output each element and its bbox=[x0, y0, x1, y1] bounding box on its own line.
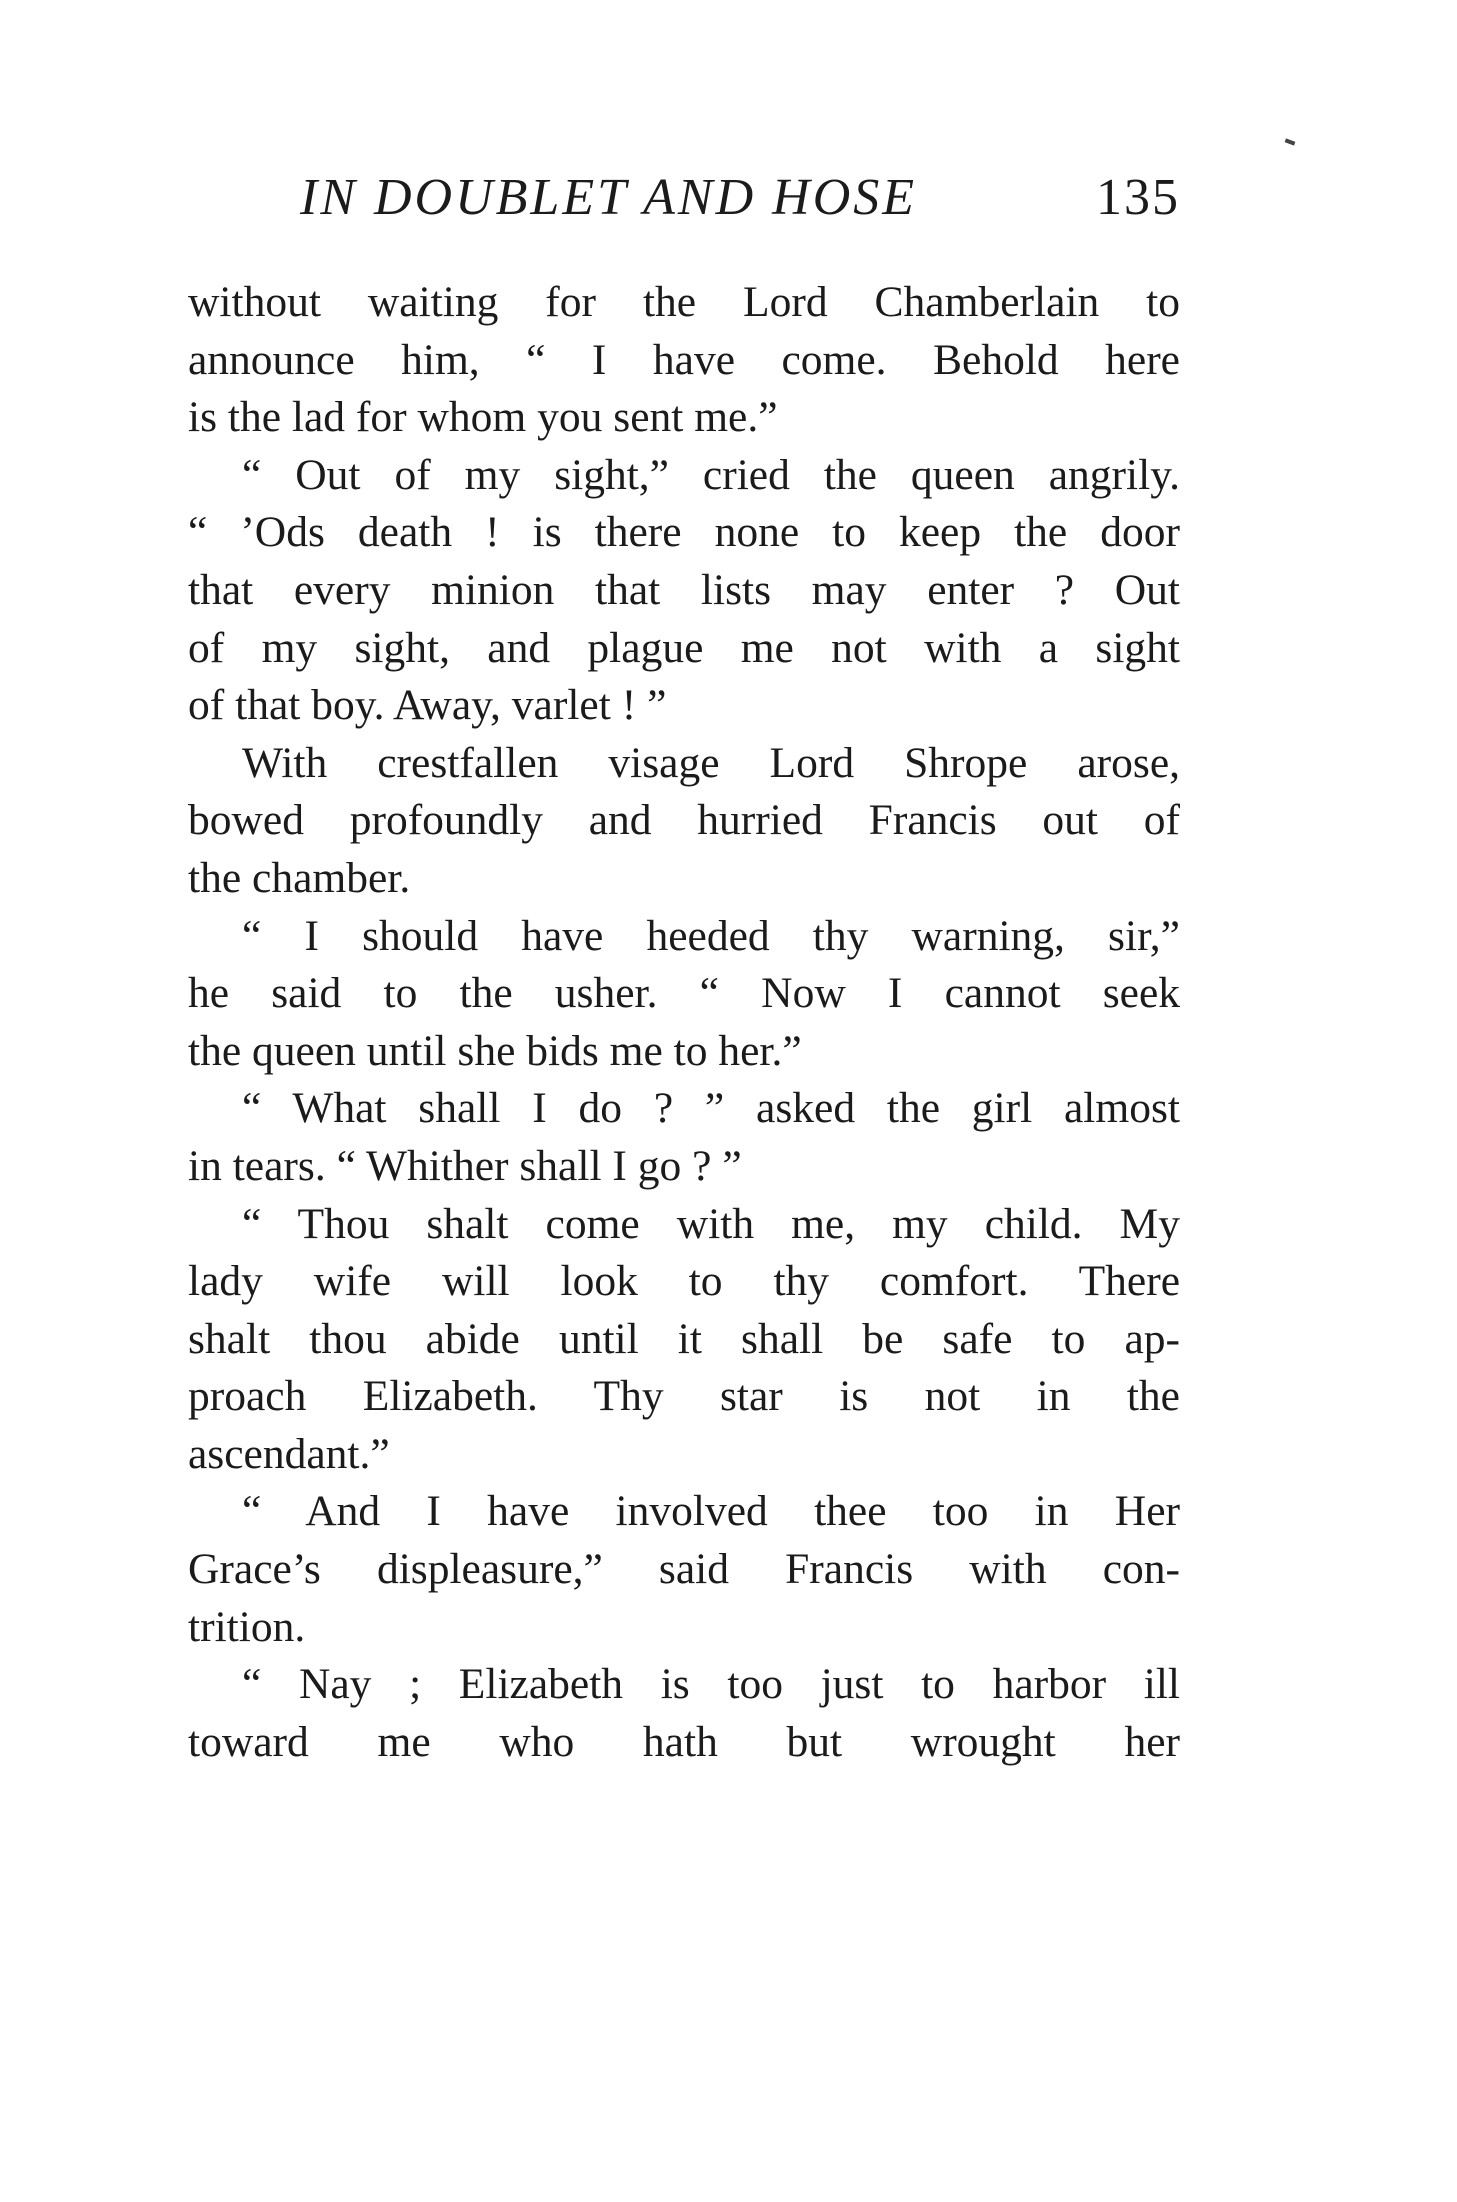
page-number: 135 bbox=[1096, 169, 1180, 226]
text-line: shalt thou abide until it shall be safe to ap- bbox=[188, 1314, 1180, 1363]
text-line: toward me who hath but wrought her bbox=[188, 1717, 1180, 1766]
text-line: “ What shall I do ? ” asked the girl almost bbox=[242, 1084, 1180, 1133]
text-line: “ I should have heeded thy warning, sir,” bbox=[242, 911, 1180, 960]
text-line: “ Nay ; Elizabeth is too just to harbor ill bbox=[242, 1660, 1180, 1709]
text-line: is the lad for whom you sent me.” bbox=[188, 393, 778, 442]
running-head bbox=[300, 168, 1180, 248]
text-line: “ ’Ods death ! is there none to keep the door bbox=[188, 508, 1180, 557]
text-line: of that boy. Away, varlet ! ” bbox=[188, 681, 667, 730]
text-line: the chamber. bbox=[188, 853, 411, 902]
text-line: bowed profoundly and hurried Francis out of bbox=[188, 796, 1180, 845]
text-line: in tears. “ Whither shall I go ? ” bbox=[188, 1141, 742, 1190]
text-line: lady wife will look to thy comfort. There bbox=[188, 1257, 1180, 1306]
text-line: “ And I have involved thee too in Her bbox=[242, 1487, 1180, 1536]
running-title: IN DOUBLET AND HOSE bbox=[300, 169, 918, 226]
text-line: of my sight, and plague me not with a sight bbox=[188, 623, 1180, 672]
text-line: that every minion that lists may enter ? Out bbox=[188, 565, 1180, 614]
text-line: “ Out of my sight,” cried the queen angrily. bbox=[242, 450, 1180, 499]
text-line: ascendant.” bbox=[188, 1429, 390, 1478]
text-line: without waiting for the Lord Chamberlain to bbox=[188, 278, 1180, 326]
text-line: “ Thou shalt come with me, my child. My bbox=[242, 1199, 1180, 1248]
text-line: With crestfallen visage Lord Shrope arose, bbox=[242, 738, 1180, 787]
text-line: Grace’s displeasure,” said Francis with con- bbox=[188, 1545, 1180, 1594]
text-line: the queen until she bids me to her.” bbox=[188, 1026, 802, 1075]
stray-ink-mark bbox=[1285, 138, 1296, 145]
text-line: proach Elizabeth. Thy star is not in the bbox=[188, 1372, 1180, 1421]
text-line: he said to the usher. “ Now I cannot seek bbox=[188, 969, 1180, 1018]
text-line: announce him, “ I have come. Behold here bbox=[188, 335, 1180, 384]
text-line: trition. bbox=[188, 1602, 306, 1651]
body-text bbox=[188, 274, 1180, 1771]
